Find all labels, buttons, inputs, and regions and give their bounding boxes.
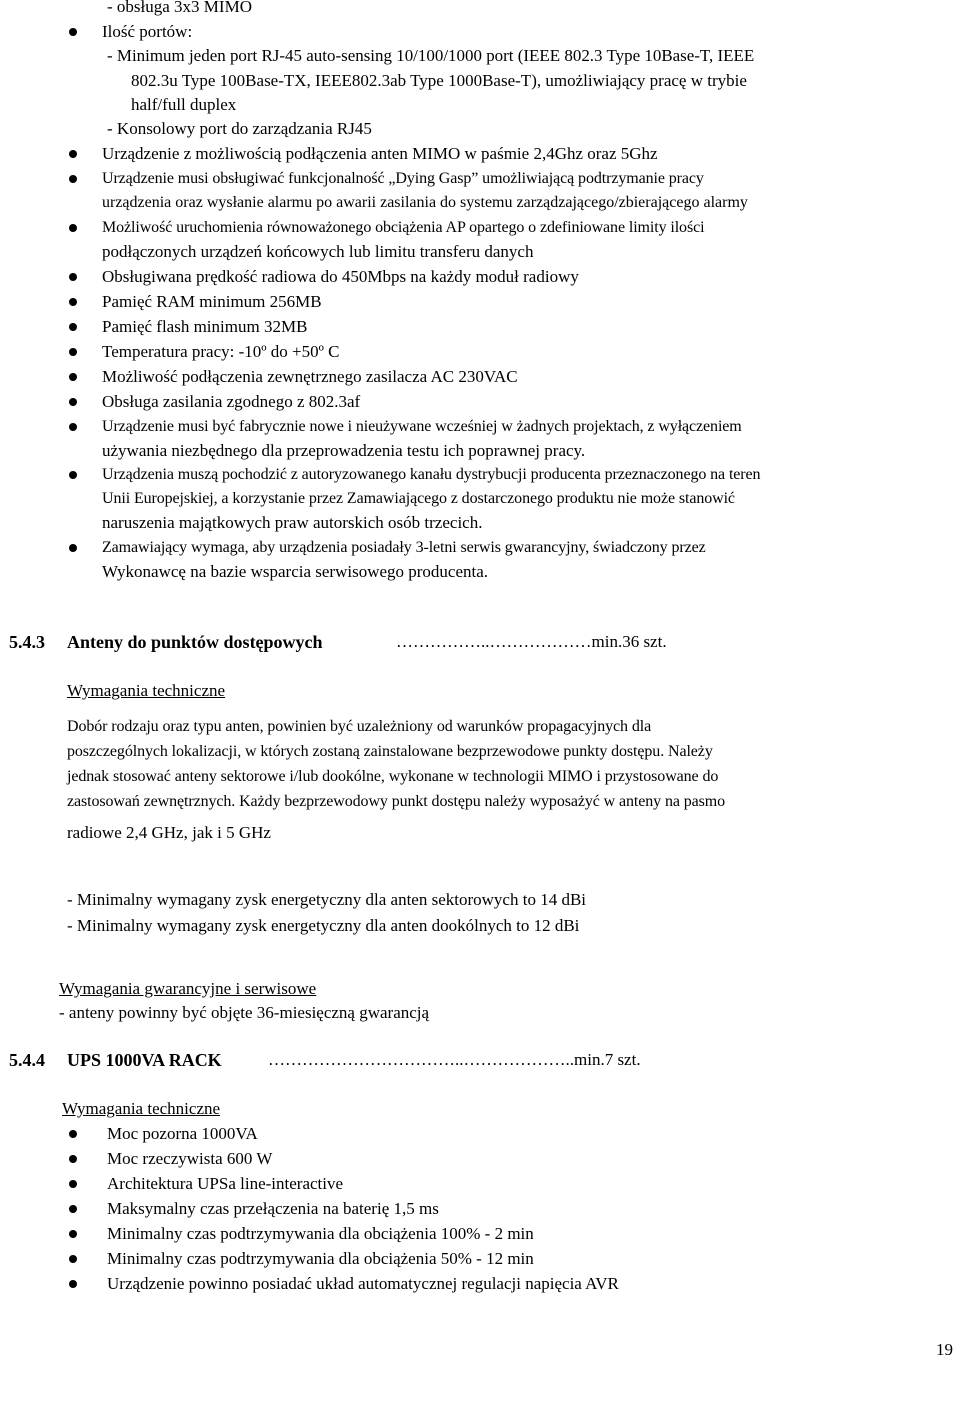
list-item: Minimalny czas podtrzymywania dla obciążenia 50% - 12 min (107, 1249, 534, 1268)
list-item-cont: Wykonawcę na bazie wsparcia serwisowego producenta. (102, 562, 489, 581)
list-item: Minimalny czas podtrzymywania dla obciążenia 100% - 2 min (107, 1224, 534, 1243)
list-item: Pamięć RAM minimum 256MB (102, 292, 322, 311)
ports-label: Ilość portów: (102, 22, 193, 41)
requirements-heading: Wymagania techniczne (67, 681, 226, 700)
list-item: Urządzenia muszą pochodzić z autoryzowanego kanału dystrybucji producenta przeznaczonego na teren (102, 466, 761, 483)
section-title: Anteny do punktów dostępowych (67, 632, 323, 652)
section-number: 5.4.4 (9, 1050, 45, 1070)
page-number: 19 (936, 1340, 953, 1359)
bullet (69, 398, 77, 406)
warranty-line: - anteny powinny być objęte 36-miesięczną gwarancją (59, 1003, 430, 1022)
list-item: Obsługa zasilania zgodnego z 802.3af (102, 392, 361, 411)
paragraph-line: jednak stosować anteny sektorowe i/lub dookólne, wykonane w technologii MIMO i przystosowane do (67, 768, 719, 785)
bullet (69, 150, 77, 158)
list-item: Pamięć flash minimum 32MB (102, 317, 308, 336)
section-title: UPS 1000VA RACK (67, 1050, 222, 1070)
list-item: Urządzenie musi obsługiwać funkcjonalność „Dying Gasp” umożliwiającą podtrzymanie pracy (102, 170, 704, 187)
list-item: Urządzenie musi być fabrycznie nowe i nieużywane wcześniej w żadnych projektach, z wyłączeniem (102, 418, 742, 435)
bullet (69, 373, 77, 381)
list-item: Temperatura pracy: -10º do +50º C (102, 342, 340, 361)
list-item: Urządzenie powinno posiadać układ automatycznej regulacji napięcia AVR (107, 1274, 619, 1293)
rj45-line-1: - Minimum jeden port RJ-45 auto-sensing 10/100/1000 port (IEEE 802.3 Type 10Base-T, IEEE (107, 46, 755, 65)
bullet (69, 298, 77, 306)
list-item: Moc rzeczywista 600 W (107, 1149, 273, 1168)
rj45-line-2: 802.3u Type 100Base-TX, IEEE802.3ab Type 1000Base-T), umożliwiający pracę w trybie (131, 71, 747, 90)
bullet (69, 1155, 77, 1163)
bullet (69, 175, 77, 183)
mimo-line: - obsługa 3x3 MIMO (107, 0, 252, 16)
list-item-cont: podłączonych urządzeń końcowych lub limitu transferu danych (102, 242, 534, 261)
list-item: Urządzenie z możliwością podłączenia anten MIMO w paśmie 2,4Ghz oraz 5Ghz (102, 144, 658, 163)
bullet (69, 1255, 77, 1263)
list-item-cont: Unii Europejskiej, a korzystanie przez Zamawiającego z dostarczonego produktu nie może stanowić (102, 490, 735, 507)
bullet (69, 1130, 77, 1138)
section-number: 5.4.3 (9, 632, 45, 652)
list-item: Architektura UPSa line-interactive (107, 1174, 344, 1193)
bullet (69, 273, 77, 281)
list-item: Obsługiwana prędkość radiowa do 450Mbps na każdy moduł radiowy (102, 267, 579, 286)
bullet (69, 348, 77, 356)
section-quantity: ……………..………………min.36 szt. (396, 632, 667, 651)
bullet (69, 1205, 77, 1213)
requirements-heading: Wymagania techniczne (62, 1099, 221, 1118)
bullet (69, 1280, 77, 1288)
bullet (69, 28, 77, 36)
warranty-heading: Wymagania gwarancyjne i serwisowe (59, 979, 317, 998)
paragraph-line: radiowe 2,4 GHz, jak i 5 GHz (67, 823, 271, 842)
bullet (69, 224, 77, 232)
list-item: Zamawiający wymaga, aby urządzenia posiadały 3-letni serwis gwarancyjny, świadczony przez (102, 539, 706, 556)
section-quantity: ……………………………..………………..min.7 szt. (268, 1050, 641, 1069)
console-port-line: - Konsolowy port do zarządzania RJ45 (107, 119, 372, 138)
list-item: Moc pozorna 1000VA (107, 1124, 258, 1143)
list-item: Możliwość uruchomienia równoważonego obciążenia AP opartego o zdefiniowane limity ilości (102, 219, 705, 236)
paragraph-line: zastosowań zewnętrznych. Każdy bezprzewodowy punkt dostępu należy wyposażyć w anteny na pasmo (67, 793, 726, 810)
bullet (69, 1180, 77, 1188)
bullet (69, 1230, 77, 1238)
bullet (69, 323, 77, 331)
list-item: Maksymalny czas przełączenia na baterię 1,5 ms (107, 1199, 439, 1218)
list-item-cont: używania niezbędnego dla przeprowadzenia testu ich poprawnej pracy. (102, 441, 586, 460)
rj45-line-3: half/full duplex (131, 95, 237, 114)
list-item-cont: urządzenia oraz wysłanie alarmu po awarii zasilania do systemu zarządzającego/zbierającego alarmy (102, 194, 748, 211)
gain-omni-line: - Minimalny wymagany zysk energetyczny dla anten dookólnych to 12 dBi (67, 916, 580, 935)
bullet (69, 471, 77, 479)
paragraph-line: poszczególnych lokalizacji, w których zostaną zainstalowane bezprzewodowe punkty dostępu. Należy (67, 743, 713, 760)
bullet (69, 544, 77, 552)
list-item-cont: naruszenia majątkowych praw autorskich osób trzecich. (102, 513, 483, 532)
gain-sector-line: - Minimalny wymagany zysk energetyczny dla anten sektorowych to 14 dBi (67, 890, 587, 909)
list-item: Możliwość podłączenia zewnętrznego zasilacza AC 230VAC (102, 367, 518, 386)
bullet (69, 423, 77, 431)
paragraph-line: Dobór rodzaju oraz typu anten, powinien być uzależniony od warunków propagacyjnych dla (67, 718, 652, 735)
